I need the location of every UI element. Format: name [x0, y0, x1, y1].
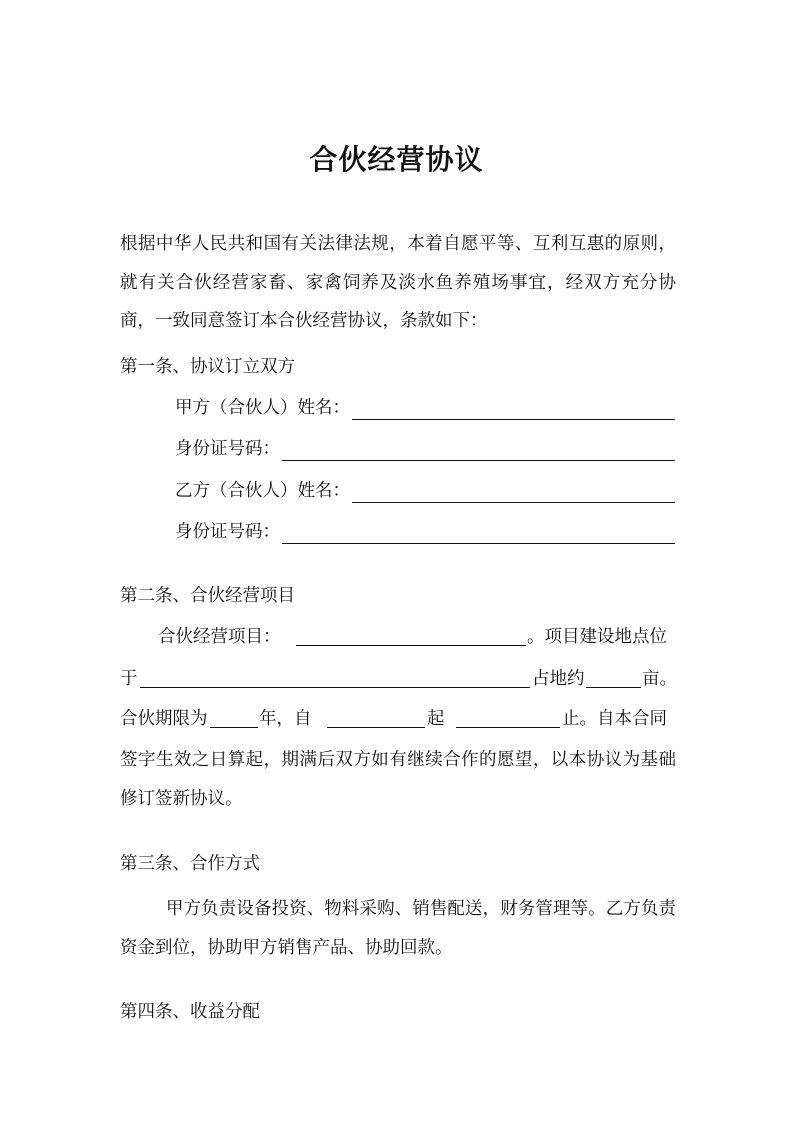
- article3-heading: 第三条、合作方式: [120, 854, 260, 874]
- party-a-id-field: [175, 437, 675, 461]
- article3-body: 甲方负责设备投资、物料采购、销售配送，财务管理等。乙方负责资金到位，协助甲方销售产品、协助回款。: [120, 899, 676, 958]
- term-start-blank: [327, 707, 425, 728]
- project-blank: [296, 625, 526, 646]
- area-unit: 亩。: [642, 669, 677, 689]
- party-a-name-label: 甲方（合伙人）姓名：: [175, 398, 350, 418]
- article4-heading: 第四条、收益分配: [120, 1002, 260, 1022]
- term-to: 止。自本合同: [562, 709, 667, 729]
- party-b-name-label: 乙方（合伙人）姓名：: [175, 481, 350, 501]
- area-blank: [586, 667, 641, 688]
- location-blank: [140, 667, 530, 688]
- party-a-name-field: [175, 396, 675, 420]
- term-label: 合伙期限为: [120, 709, 208, 729]
- intro-paragraph: 根据中华人民共和国有关法律法规，本着自愿平等、互利互惠的原则，就有关合伙经营家畜、家禽饲养及淡水鱼养殖场事宜，经双方充分协商，一致同意签订本合伙经营协议，条款如下：: [120, 234, 676, 331]
- party-b-name-blank: [352, 483, 675, 503]
- party-a-id-label: 身份证号码：: [175, 439, 280, 459]
- article1-heading: 第一条、协议订立双方: [120, 357, 295, 377]
- party-a-name-blank: [352, 400, 675, 420]
- location-label: 。项目建设地点位: [527, 627, 667, 647]
- party-b-id-field: [175, 520, 675, 544]
- location-prefix: 于: [120, 669, 138, 689]
- document-title: 合伙经营协议: [309, 143, 484, 176]
- party-a-id-blank: [282, 441, 675, 461]
- term-end-blank: [456, 707, 560, 728]
- term-years-blank: [210, 707, 258, 728]
- party-b-id-blank: [282, 524, 675, 544]
- project-label: 合伙经营项目：: [158, 627, 281, 647]
- party-b-id-label: 身份证号码：: [175, 522, 280, 542]
- party-b-name-field: [175, 479, 675, 503]
- article2-continuation: 签字生效之日算起，期满后双方如有继续合作的愿望，以本协议为基础修订签新协议。: [120, 750, 676, 809]
- article2-heading: 第二条、合伙经营项目: [120, 586, 295, 606]
- term-from: 起: [427, 709, 445, 729]
- term-unit: 年，自: [259, 709, 312, 729]
- area-label: 占地约: [532, 669, 585, 689]
